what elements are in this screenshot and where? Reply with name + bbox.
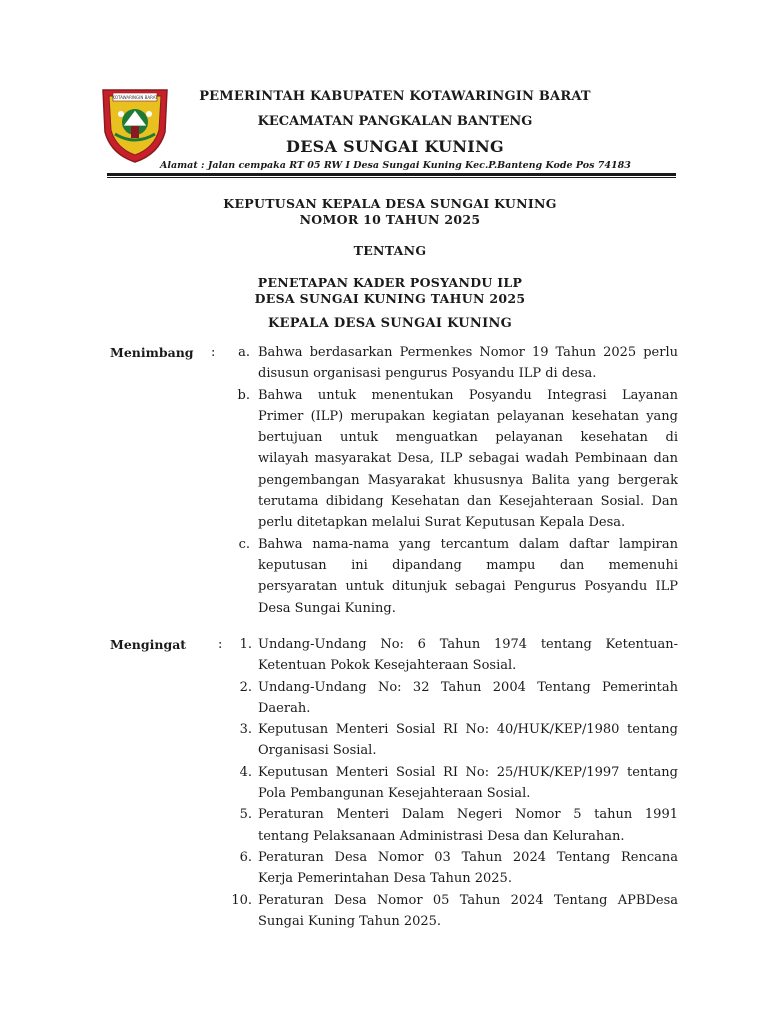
mengingat-item-line: Daerah. bbox=[258, 700, 311, 716]
mengingat-item-marker: 5. bbox=[239, 807, 252, 823]
mengingat-item-line: Undang-Undang No: 6 Tahun 1974 tentang Ketentuan- bbox=[258, 637, 678, 652]
mengingat-item-line: Peraturan Menteri Dalam Negeri Nomor 5 tahun 1991 bbox=[258, 807, 678, 823]
mengingat-item-line: Ketentuan Pokok Kesejahteraan Sosial. bbox=[258, 658, 517, 674]
letterhead bbox=[170, 88, 620, 158]
menimbang-label: Menimbang bbox=[110, 345, 194, 360]
mengingat-item-marker: 10. bbox=[231, 892, 252, 908]
decree-title-block bbox=[150, 196, 630, 228]
subject-line-1: PENETAPAN KADER POSYANDU ILP bbox=[257, 275, 523, 290]
letterhead-divider-thick bbox=[107, 173, 676, 176]
mengingat-item-marker: 6. bbox=[239, 850, 252, 865]
about-heading: TENTANG bbox=[353, 243, 427, 258]
menimbang-item-line: persyaratan untuk ditunjuk sebagai Pengurus Posyandu ILP bbox=[258, 579, 678, 595]
menimbang-item-line: wilayah masyarakat Desa, ILP sebagai wadah Pembinaan dan bbox=[258, 451, 678, 467]
mengingat-item-line: Undang-Undang No: 32 Tahun 2004 Tentang Pemerintah bbox=[258, 679, 678, 695]
menimbang-item-line: pengembangan Masyarakat khususnya Balita yang bergerak bbox=[258, 472, 678, 488]
mengingat-item-marker: 1. bbox=[239, 637, 252, 652]
mengingat-item-line: Keputusan Menteri Sosial RI No: 25/HUK/KEP/1997 tentang bbox=[258, 764, 678, 780]
mengingat-item-line: Keputusan Menteri Sosial RI No: 40/HUK/KEP/1980 tentang bbox=[258, 722, 678, 738]
mengingat-item-line: Peraturan Desa Nomor 03 Tahun 2024 Tentang Rencana bbox=[258, 850, 678, 865]
menimbang-colon: : bbox=[211, 345, 216, 360]
menimbang-item-line: Bahwa berdasarkan Permenkes Nomor 19 Tahun 2025 perlu bbox=[258, 345, 678, 360]
district-name: KECAMATAN PANGKALAN BANTENG bbox=[257, 114, 533, 129]
mengingat-item-marker: 3. bbox=[239, 722, 252, 738]
letterhead-divider-thin bbox=[107, 177, 676, 178]
mengingat-item-marker: 4. bbox=[239, 764, 252, 780]
menimbang-item-marker: c. bbox=[238, 536, 250, 552]
mengingat-item-line: Peraturan Desa Nomor 05 Tahun 2024 Tentang APBDesa bbox=[258, 892, 678, 908]
subject-block bbox=[150, 275, 630, 307]
menimbang-item-line: disusun organisasi pengurus Posyandu ILP di desa. bbox=[258, 366, 597, 382]
menimbang-item-line: bertujuan untuk menguatkan pelayanan kesehatan di bbox=[258, 430, 678, 446]
mengingat-item-line: Kerja Pemerintahan Desa Tahun 2025. bbox=[258, 871, 512, 887]
mengingat-item-line: Pola Pembangunan Kesejahteraan Sosial. bbox=[258, 786, 531, 802]
menimbang-item-line: Desa Sungai Kuning. bbox=[258, 600, 396, 616]
subject-line-2: DESA SUNGAI KUNING TAHUN 2025 bbox=[254, 291, 526, 306]
mengingat-item-line: Organisasi Sosial. bbox=[258, 743, 377, 759]
menimbang-item-line: Bahwa untuk menentukan Posyandu Integrasi Layanan bbox=[258, 387, 678, 403]
logo-text: KOTAWARINGIN BARAT bbox=[112, 95, 158, 100]
mengingat-label: Mengingat bbox=[110, 637, 187, 652]
mengingat-item-line: Sungai Kuning Tahun 2025. bbox=[258, 913, 442, 929]
menimbang-item-line: perlu ditetapkan melalui Surat Keputusan Kepala Desa. bbox=[258, 515, 626, 531]
regency-emblem-logo bbox=[99, 84, 171, 164]
mengingat-colon: : bbox=[218, 637, 223, 652]
decree-title: KEPUTUSAN KEPALA DESA SUNGAI KUNING bbox=[223, 196, 557, 211]
decree-number: NOMOR 10 TAHUN 2025 bbox=[299, 212, 481, 227]
menimbang-item-line: Primer (ILP) merupakan kegiatan pelayanan kesehatan yang bbox=[258, 408, 678, 424]
menimbang-item-marker: b. bbox=[237, 387, 250, 403]
village-name: DESA SUNGAI KUNING bbox=[286, 137, 504, 156]
mengingat-item-marker: 2. bbox=[239, 679, 252, 695]
menimbang-item-marker: a. bbox=[238, 345, 250, 360]
menimbang-item-line: terutama dibidang Kesehatan dan Kesejahteraan Sosial. Dan bbox=[258, 494, 678, 510]
government-name: PEMERINTAH KABUPATEN KOTAWARINGIN BARAT bbox=[199, 89, 591, 104]
mengingat-item-line: tentang Pelaksanaan Administrasi Desa dan Kelurahan. bbox=[258, 828, 625, 844]
office-address: Alamat : Jalan cempaka RT 05 RW I Desa Sungai Kuning Kec.P.Banteng Kode Pos 74183 bbox=[160, 160, 631, 171]
menimbang-item-line: keputusan ini dipandang mampu dan memenuhi bbox=[258, 557, 678, 573]
issuer-heading: KEPALA DESA SUNGAI KUNING bbox=[267, 316, 513, 331]
menimbang-item-line: Bahwa nama-nama yang tercantum dalam daftar lampiran bbox=[258, 536, 678, 552]
